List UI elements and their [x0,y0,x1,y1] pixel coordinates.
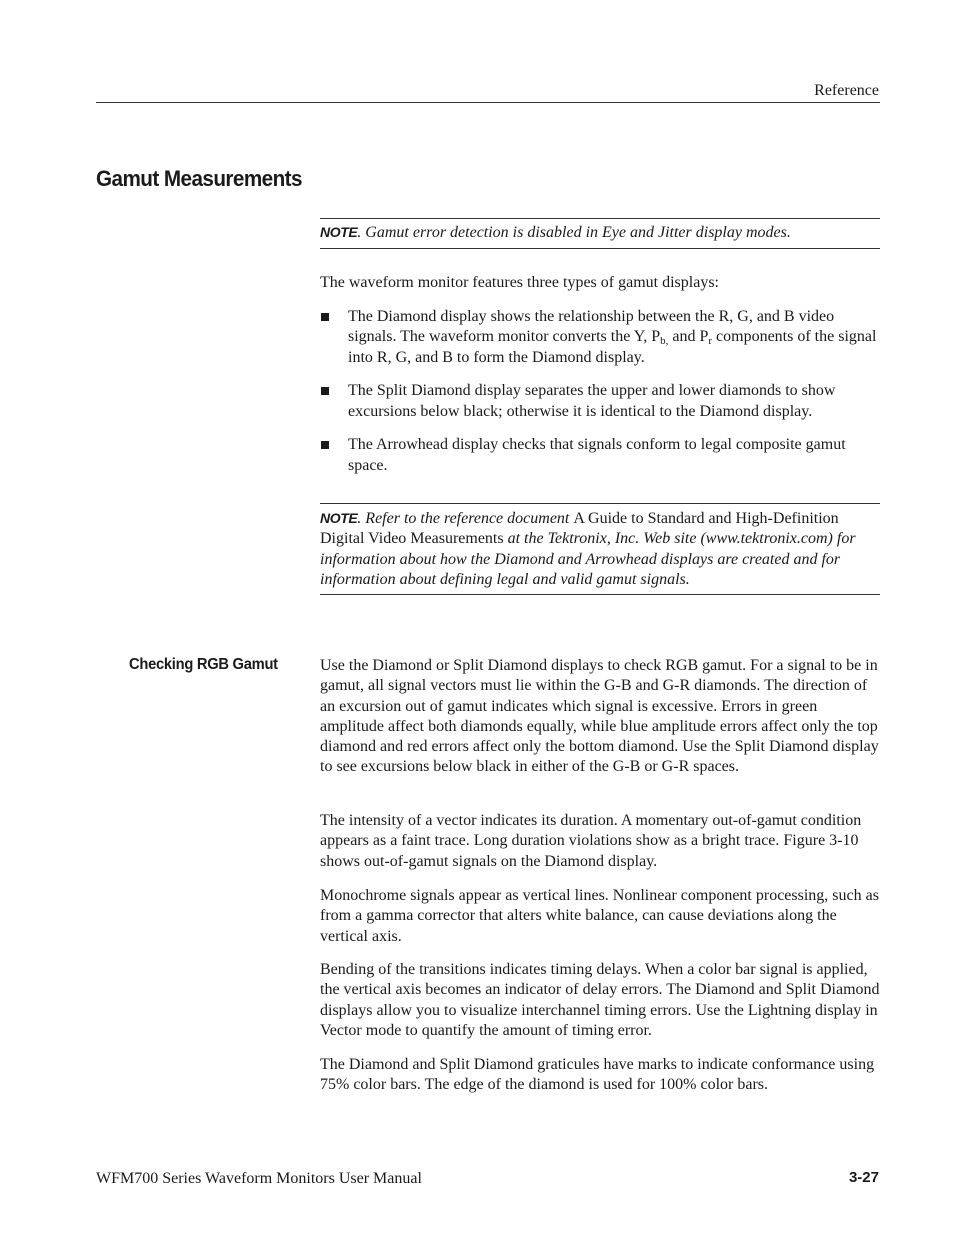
page-title: Gamut Measurements [96,166,302,191]
list-item-text: and P [668,328,709,346]
bullet-square-icon [321,441,329,449]
list-item-split-diamond [320,381,882,422]
subscript-r: r [708,335,713,348]
body-paragraph: Use the Diamond or Split Diamond displays to check RGB gamut. For a signal to be in gamut, all signal vectors must lie within the G-B and G-R diamonds. The direction of an excursion out of gamut indicates which signal is excessive. Errors in green amplitude affect both diamonds equally, while blue amplitude errors affect only the top diamond and red errors affect only the bottom diamond. Use the Split Diamond display to see excursions below black in either of the G-B or G-R spaces. [320,657,879,776]
note-box-gamut-detection [320,218,880,249]
note-label: NOTE [320,510,358,526]
note-text: . Refer to the reference document [357,510,574,527]
footer-manual-title: WFM700 Series Waveform Monitors User Manual [96,1170,422,1187]
list-item-text: The Arrowhead display checks that signals conform to legal composite gamut space. [348,436,846,474]
section-heading-checking-rgb-gamut: Checking RGB Gamut [129,656,278,673]
reference-document-title: A Guide to Standard and High-Definition Digital Video Measurements [320,510,839,548]
running-header-section: Reference [814,82,879,99]
subscript-b: b, [660,335,669,348]
body-paragraph: Monochrome signals appear as vertical lines. Nonlinear component processing, such as from a gamma corrector that alters white balance, can cause deviations along the vertical axis. [320,887,879,945]
gamut-display-list [320,307,882,476]
bullet-square-icon [321,387,329,395]
list-item-diamond [320,307,882,368]
list-item-text: The Split Diamond display separates the upper and lower diamonds to show excursions below black; otherwise it is identical to the Diamond display. [348,382,836,420]
bullet-square-icon [321,313,329,321]
intro-paragraph: The waveform monitor features three types of gamut displays: [320,274,719,291]
body-paragraph: The intensity of a vector indicates its duration. A momentary out-of-gamut condition appears as a faint trace. Long duration violations show as a bright trace. Figure 3-10 shows out-of-gamut signals on the Diamond display. [320,812,862,870]
note-text: at the Tektronix, Inc. Web site (www.tektronix.com) for information about how the Diamond and Arrowhead displays are created and for information about defining legal and valid gamut signals. [320,530,856,588]
note-label: NOTE [320,224,358,240]
header-rule [96,102,880,103]
list-item-text: The Diamond display shows the relationship between the R, G, and B video signals. The waveform monitor converts the Y, P [348,308,835,346]
list-item-text: components of the signal into R, G, and B to form the Diamond display. [348,328,877,366]
note-text: . Gamut error detection is disabled in Eye and Jitter display modes. [357,224,791,241]
footer-page-number: 3-27 [848,1169,879,1186]
note-box-reference-document [320,503,880,595]
list-item-arrowhead [320,435,882,476]
body-paragraph: Bending of the transitions indicates timing delays. When a color bar signal is applied, the vertical axis becomes an indicator of delay errors. The Diamond and Split Diamond displays allow you to visualize interchannel timing errors. Use the Lightning display in Vector mode to quantify the amount of timing error. [320,961,880,1039]
body-paragraph: The Diamond and Split Diamond graticules have marks to indicate conformance using 75% color bars. The edge of the diamond is used for 100% color bars. [320,1056,875,1094]
